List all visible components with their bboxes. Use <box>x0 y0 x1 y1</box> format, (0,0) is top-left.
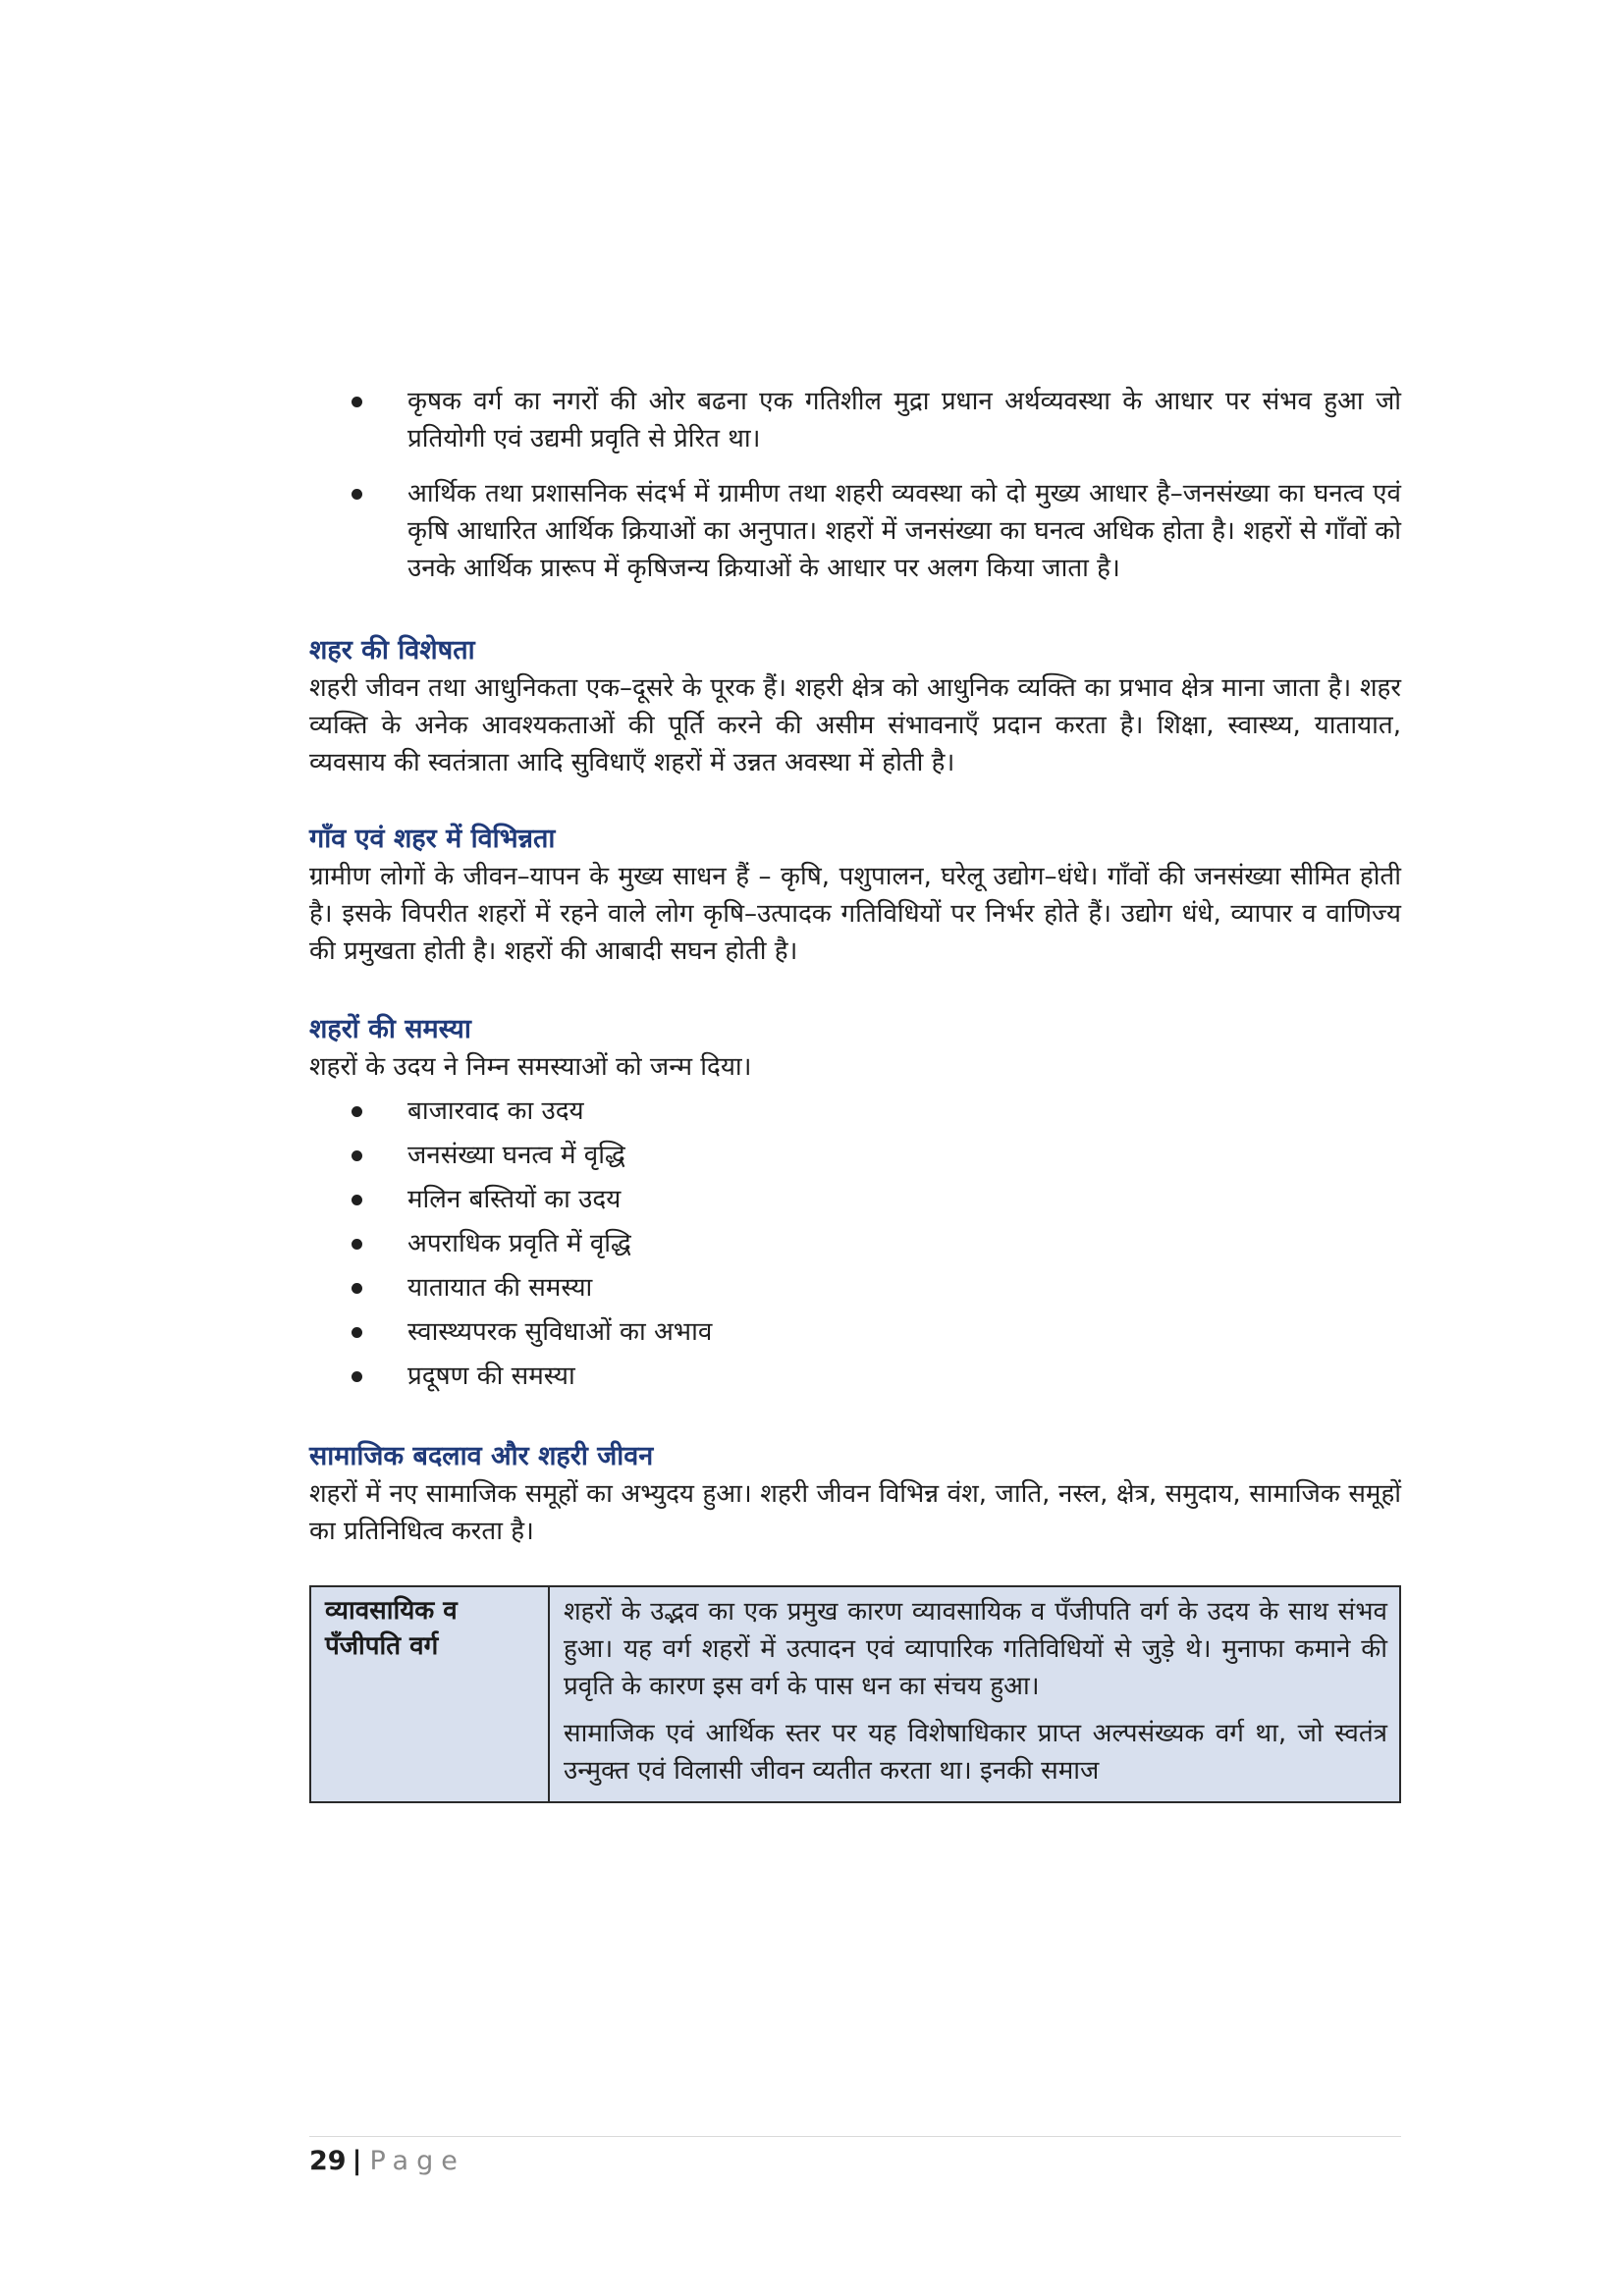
list-item <box>309 1310 1401 1355</box>
bullet-icon <box>352 489 362 500</box>
list-item-text: अपराधिक प्रवृति में वृद्धि <box>407 1229 631 1258</box>
bullet-icon <box>352 1283 362 1294</box>
page-footer <box>309 2142 465 2181</box>
footer-divider <box>309 2136 1401 2137</box>
list-item-text: मलिन बस्तियों का उदय <box>407 1185 622 1214</box>
table-row <box>310 1586 1400 1802</box>
bullet-icon <box>352 1195 362 1205</box>
list-item <box>309 1266 1401 1310</box>
section-heading-city-features: शहर की विशेषता <box>309 635 475 666</box>
list-item-text: कृषक वर्ग का नगरों की ओर बढना एक गतिशील मुद्रा प्रधान अर्थव्यवस्था के आधार पर संभव हुआ जो प्रतियोगी एवं उद्यमी प्रवृति से प्रेरित था। <box>407 387 1401 454</box>
section-heading-social-change: सामाजिक बदलाव और शहरी जीवन <box>309 1441 654 1471</box>
table-text-cell <box>549 1586 1400 1802</box>
section-heading-village-city-difference: गाँव एवं शहर में विभिन्नता <box>309 824 556 854</box>
table-label-cell: व्यावसायिक व पँजीपति वर्ग <box>310 1586 549 1802</box>
info-table <box>309 1585 1401 1803</box>
list-item-text: बाजारवाद का उदय <box>407 1096 584 1126</box>
paragraph-city-problems-intro: शहरों के उदय ने निम्न समस्याओं को जन्म दिया। <box>309 1052 752 1082</box>
bullet-icon <box>352 397 362 407</box>
list-item-text: स्वास्थ्यपरक सुविधाओं का अभाव <box>407 1317 713 1347</box>
section-heading-city-problems: शहरों की समस्या <box>309 1014 471 1044</box>
document-page <box>309 383 1401 1803</box>
top-bullet-list <box>309 383 1401 587</box>
paragraph-village-city-difference: ग्रामीण लोगों के जीवन–यापन के मुख्य साधन हैं – कृषि, पशुपालन, घरेलू उद्योग–धंधे। गाँवों की जनसंख्या सीमित होती है। इसके विपरीत शहरों में रहने वाले लोग कृषि–उत्पादक गतिविधियों पर निर्भर होते हैं। उद्योग धंधे, व्यापार व वाणिज्य की प्रमुखता होती है। शहरों की आबादी सघन होती है। <box>309 862 1401 966</box>
list-item <box>309 383 1401 457</box>
bullet-icon <box>352 1150 362 1161</box>
list-item <box>309 1178 1401 1222</box>
list-item <box>309 1355 1401 1399</box>
bullet-icon <box>352 1106 362 1117</box>
list-item <box>309 1222 1401 1266</box>
paragraph-city-features: शहरी जीवन तथा आधुनिकता एक–दूसरे के पूरक हैं। शहरी क्षेत्र को आधुनिक व्यक्ति का प्रभाव क्षेत्र माना जाता है। शहर व्यक्ति के अनेक आवश्यकताओं की पूर्ति करने की असीम संभावनाएँ प्रदान करता है। शिक्षा, स्वास्थ्य, यातायात, व्यवसाय की स्वतंत्राता आदि सुविधाएँ शहरों में उन्नत अवस्था में होती है। <box>309 673 1401 777</box>
page-number: 29 <box>309 2146 347 2176</box>
list-item-text: प्रदूषण की समस्या <box>407 1362 575 1391</box>
paragraph-social-change: शहरों में नए सामाजिक समूहों का अभ्युदय हुआ। शहरी जीवन विभिन्न वंश, जाति, नस्ल, क्षेत्र, समुदाय, सामाजिक समूहों का प्रतिनिधित्व करता है। <box>309 1479 1401 1546</box>
list-item-text: जनसंख्या घनत्व में वृद्धि <box>407 1141 625 1170</box>
list-item-text: आर्थिक तथा प्रशासनिक संदर्भ में ग्रामीण तथा शहरी व्यवस्था को दो मुख्य आधार है–जनसंख्या का घनत्व एवं कृषि आधारित आर्थिक क्रियाओं का अनुपात। शहरों में जनसंख्या का घनत्व अधिक होता है। शहरों से गाँवों को उनके आर्थिक प्रारूप में कृषिजन्य क्रियाओं के आधार पर अलग किया जाता है। <box>407 479 1401 583</box>
list-item <box>309 1134 1401 1178</box>
table-paragraph: शहरों के उद्भव का एक प्रमुख कारण व्यावसायिक व पँजीपति वर्ग के उदय के साथ संभव हुआ। यह वर्ग शहरों में उत्पादन एवं व्यापारिक गतिविधियों से जुड़े थे। मुनाफा कमाने की प्रवृति के कारण इस वर्ग के पास धन का संचय हुआ। <box>564 1597 1387 1701</box>
bullet-icon <box>352 1371 362 1382</box>
table-paragraph: सामाजिक एवं आर्थिक स्तर पर यह विशेषाधिकार प्राप्त अल्पसंख्यक वर्ग था, जो स्वतंत्र उन्मुक्त एवं विलासी जीवन व्यतीत करता था। इनकी समाज <box>564 1719 1387 1786</box>
problem-list <box>309 1090 1401 1399</box>
bullet-icon <box>352 1239 362 1250</box>
footer-separator: | <box>352 2146 362 2176</box>
page-label: Page <box>369 2146 465 2176</box>
list-item <box>309 1090 1401 1134</box>
list-item-text: यातायात की समस्या <box>407 1273 593 1303</box>
list-item <box>309 475 1401 587</box>
bullet-icon <box>352 1327 362 1338</box>
